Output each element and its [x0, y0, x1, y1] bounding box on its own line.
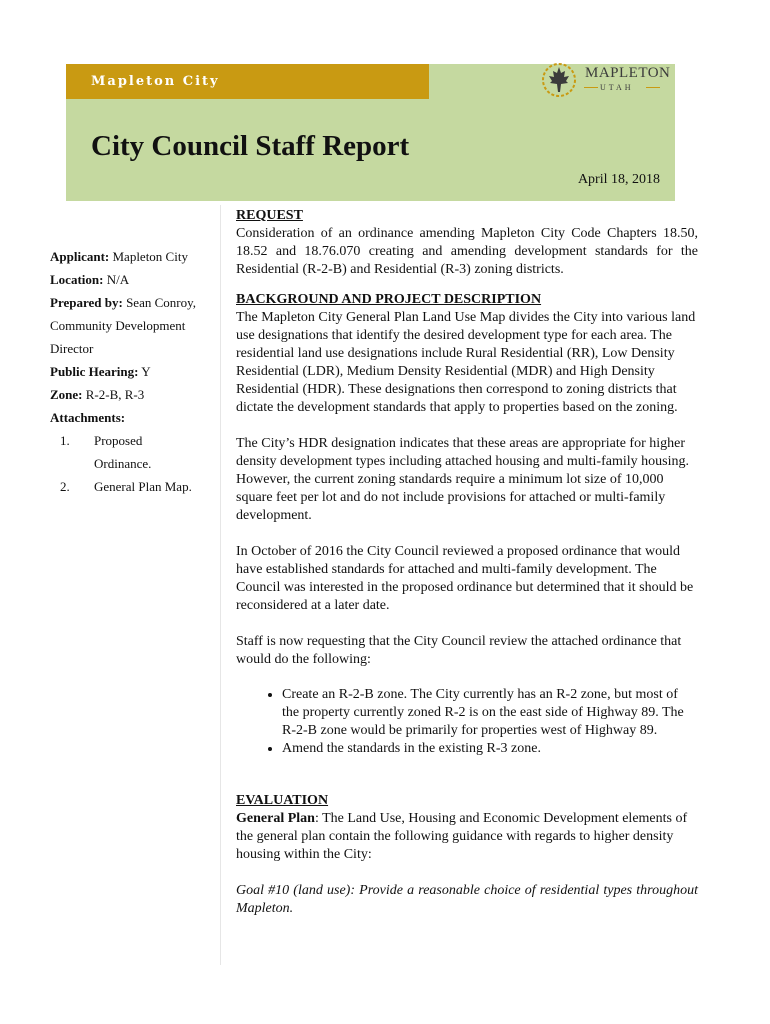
public-hearing-label: Public Hearing:	[50, 364, 139, 379]
prepared-by-dept: Community Development	[50, 318, 186, 333]
applicant-value: Mapleton City	[112, 249, 188, 264]
logo-sub: UTAH	[600, 83, 634, 92]
background-paragraph-1: The Mapleton City General Plan Land Use Map divides the City into various land use designations that identify the desired development type for each area. The residential land use designations include Rural Residential (RR), Low Density Residential (LDR), Medium Density Residential (MDR) and High Density Residential (HDR). These designations then correspond to zoning districts that dictate the development standards that apply to properties based on the zoning.	[236, 310, 696, 415]
general-plan-paragraph	[236, 810, 698, 864]
request-heading: REQUEST	[236, 208, 303, 223]
attachment-title: General Plan Map.	[94, 479, 192, 494]
goal-text: Goal #10 (land use): Provide a reasonable choice of residential types throughout Mapleton.	[236, 883, 698, 916]
evaluation-heading: EVALUATION	[236, 793, 329, 808]
report-body	[236, 207, 698, 918]
zone-label: Zone:	[50, 387, 83, 402]
attachment-number: 1.	[60, 433, 70, 448]
mapleton-logo	[540, 62, 675, 98]
column-divider	[220, 205, 221, 965]
maple-leaf-icon	[540, 62, 578, 98]
background-paragraph-4: Staff is now requesting that the City Council review the attached ordinance that would do the following:	[236, 634, 682, 667]
general-plan-label: General Plan	[236, 811, 315, 826]
attachment-item	[60, 429, 220, 452]
attachments-list	[50, 429, 220, 498]
city-label: Mapleton City	[91, 74, 220, 89]
applicant-label: Applicant:	[50, 249, 110, 264]
report-details-sidebar	[50, 245, 220, 498]
bullet-item: • Create an R-2-B zone. The City currently has an R-2 zone, but most of the property currently zoned R-2 is on the east side of Highway 89. The R-2-B zone would be primarily for properties west of Highway 89.	[282, 686, 698, 740]
attachments-label	[50, 406, 220, 429]
prepared-by-row	[50, 291, 220, 314]
general-plan-text: : The Land Use, Housing and Economic Development elements of the general plan contain the following guidance with regards to higher density housing within the City:	[236, 811, 688, 862]
request-text: Consideration of an ordinance amending Mapleton City Code Chapters 18.50, 18.52 and 18.76.070 creating and amending development standards for the Residential (R-2-B) and Residential (R-3) zoning districts.	[236, 226, 698, 277]
applicant-row	[50, 245, 220, 268]
zone-row	[50, 383, 220, 406]
attachments-label-text: Attachments:	[50, 410, 126, 425]
attachment-item	[60, 475, 220, 498]
prepared-by-title: Director	[50, 341, 94, 356]
background-paragraph-2: The City’s HDR designation indicates that these areas are appropriate for higher density development types including attached housing and multi-family housing. However, the current zoning standards require a minimum lot size of 10,000 square feet per lot and do not include provisions for attached or multi-family development.	[236, 436, 689, 523]
page-title: City Council Staff Report	[91, 130, 410, 162]
location-row	[50, 268, 220, 291]
attachment-title: Proposed	[94, 433, 143, 448]
prepared-by-name: Sean Conroy,	[126, 295, 197, 310]
bullet-item: • Amend the standards in the existing R-3 zone.	[282, 740, 698, 758]
public-hearing-value: Y	[141, 364, 151, 379]
public-hearing-row	[50, 360, 220, 383]
background-heading: BACKGROUND AND PROJECT DESCRIPTION	[236, 292, 542, 307]
attachment-title-cont: Ordinance.	[94, 456, 152, 471]
logo-name: MAPLETON	[585, 65, 671, 81]
prepared-by-label: Prepared by:	[50, 295, 123, 310]
attachment-number: 2.	[60, 479, 70, 494]
location-label: Location:	[50, 272, 104, 287]
report-date: April 18, 2018	[577, 172, 660, 187]
logo-rule-right	[646, 87, 660, 88]
logo-rule-left	[584, 87, 598, 88]
background-paragraph-3: In October of 2016 the City Council reviewed a proposed ordinance that would have established standards for attached and multi-family development. The Council was interested in the proposed ordinance but determined that it should be reconsidered at a later date.	[236, 544, 694, 613]
request-bullets	[236, 686, 698, 758]
attachment-item-continued	[94, 452, 220, 475]
zone-value: R-2-B, R-3	[85, 387, 145, 402]
location-value: N/A	[106, 272, 130, 287]
